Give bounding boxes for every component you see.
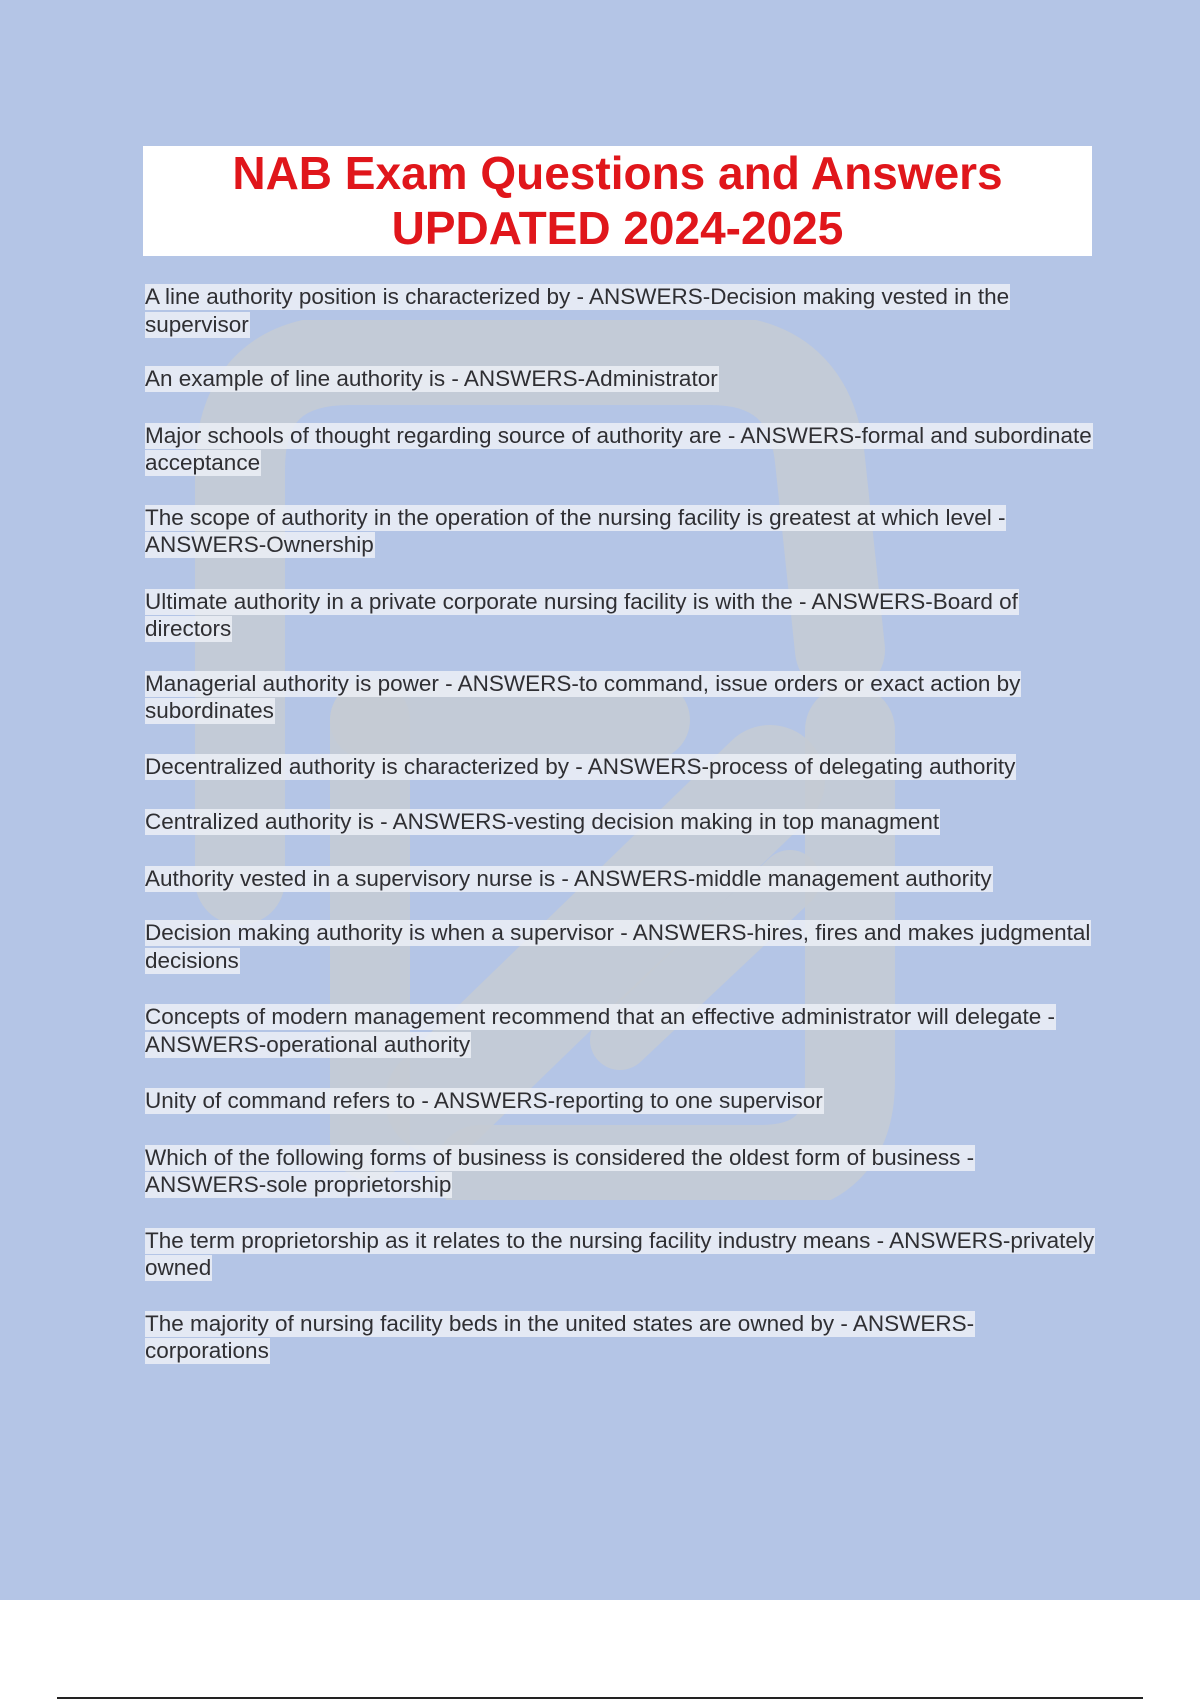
- qa-item: [145, 1227, 1095, 1282]
- footer-divider: [57, 1697, 1143, 1699]
- document-title-line-1: NAB Exam Questions and Answers: [232, 147, 1003, 199]
- qa-item: [145, 1144, 1095, 1199]
- qa-item-text: An example of line authority is - ANSWERS-Administrator: [145, 366, 718, 391]
- qa-item-text: Authority vested in a supervisory nurse is - ANSWERS-middle management authority: [145, 865, 992, 891]
- qa-item: [145, 919, 1095, 974]
- qa-item: [145, 670, 1095, 725]
- qa-list: [145, 283, 1095, 1365]
- qa-item: [145, 504, 1095, 559]
- qa-item: [145, 1310, 1095, 1365]
- qa-item-text: Decision making authority is when a supervisor - ANSWERS-hires, fires and makes judgmental decisions: [145, 920, 1091, 973]
- qa-item-text: Managerial authority is power - ANSWERS-to command, issue orders or exact action by subordinates: [145, 670, 1021, 723]
- title-banner: [143, 146, 1092, 256]
- qa-item: [145, 1003, 1095, 1058]
- qa-item-text: Centralized authority is - ANSWERS-vesting decision making in top managment: [145, 809, 940, 834]
- qa-item-text: The term proprietorship as it relates to the nursing facility industry means - ANSWERS-privately owned: [145, 1227, 1095, 1280]
- qa-item-text: Major schools of thought regarding source of authority are - ANSWERS-formal and subordinate acceptance: [145, 422, 1092, 475]
- qa-item-text: The majority of nursing facility beds in the united states are owned by - ANSWERS-corporations: [145, 1310, 975, 1363]
- qa-item-text: Which of the following forms of business is considered the oldest form of business - ANSWERS-sole proprietorship: [145, 1144, 975, 1197]
- qa-item: [145, 422, 1095, 477]
- qa-item: [145, 1087, 1095, 1115]
- qa-item-text: Ultimate authority in a private corporate nursing facility is with the - ANSWERS-Board of directors: [145, 588, 1018, 641]
- qa-item: [145, 588, 1095, 643]
- qa-item-text: The scope of authority in the operation of the nursing facility is greatest at which level - ANSWERS-Ownership: [145, 504, 1006, 557]
- qa-item-text: Decentralized authority is characterized by - ANSWERS-process of delegating authority: [145, 753, 1016, 779]
- qa-item: [145, 753, 1095, 781]
- qa-item-text: Concepts of modern management recommend that an effective administrator will delegate - ANSWERS-operational authority: [145, 1004, 1056, 1057]
- qa-item: [145, 865, 1095, 893]
- document-title-line-2: UPDATED 2024-2025: [391, 202, 844, 254]
- qa-item: [145, 365, 1095, 393]
- qa-item-text: A line authority position is characterized by - ANSWERS-Decision making vested in the supervisor: [145, 284, 1010, 337]
- qa-item: [145, 283, 1095, 338]
- qa-item-text: Unity of command refers to - ANSWERS-reporting to one supervisor: [145, 1088, 823, 1113]
- qa-item: [145, 808, 1095, 836]
